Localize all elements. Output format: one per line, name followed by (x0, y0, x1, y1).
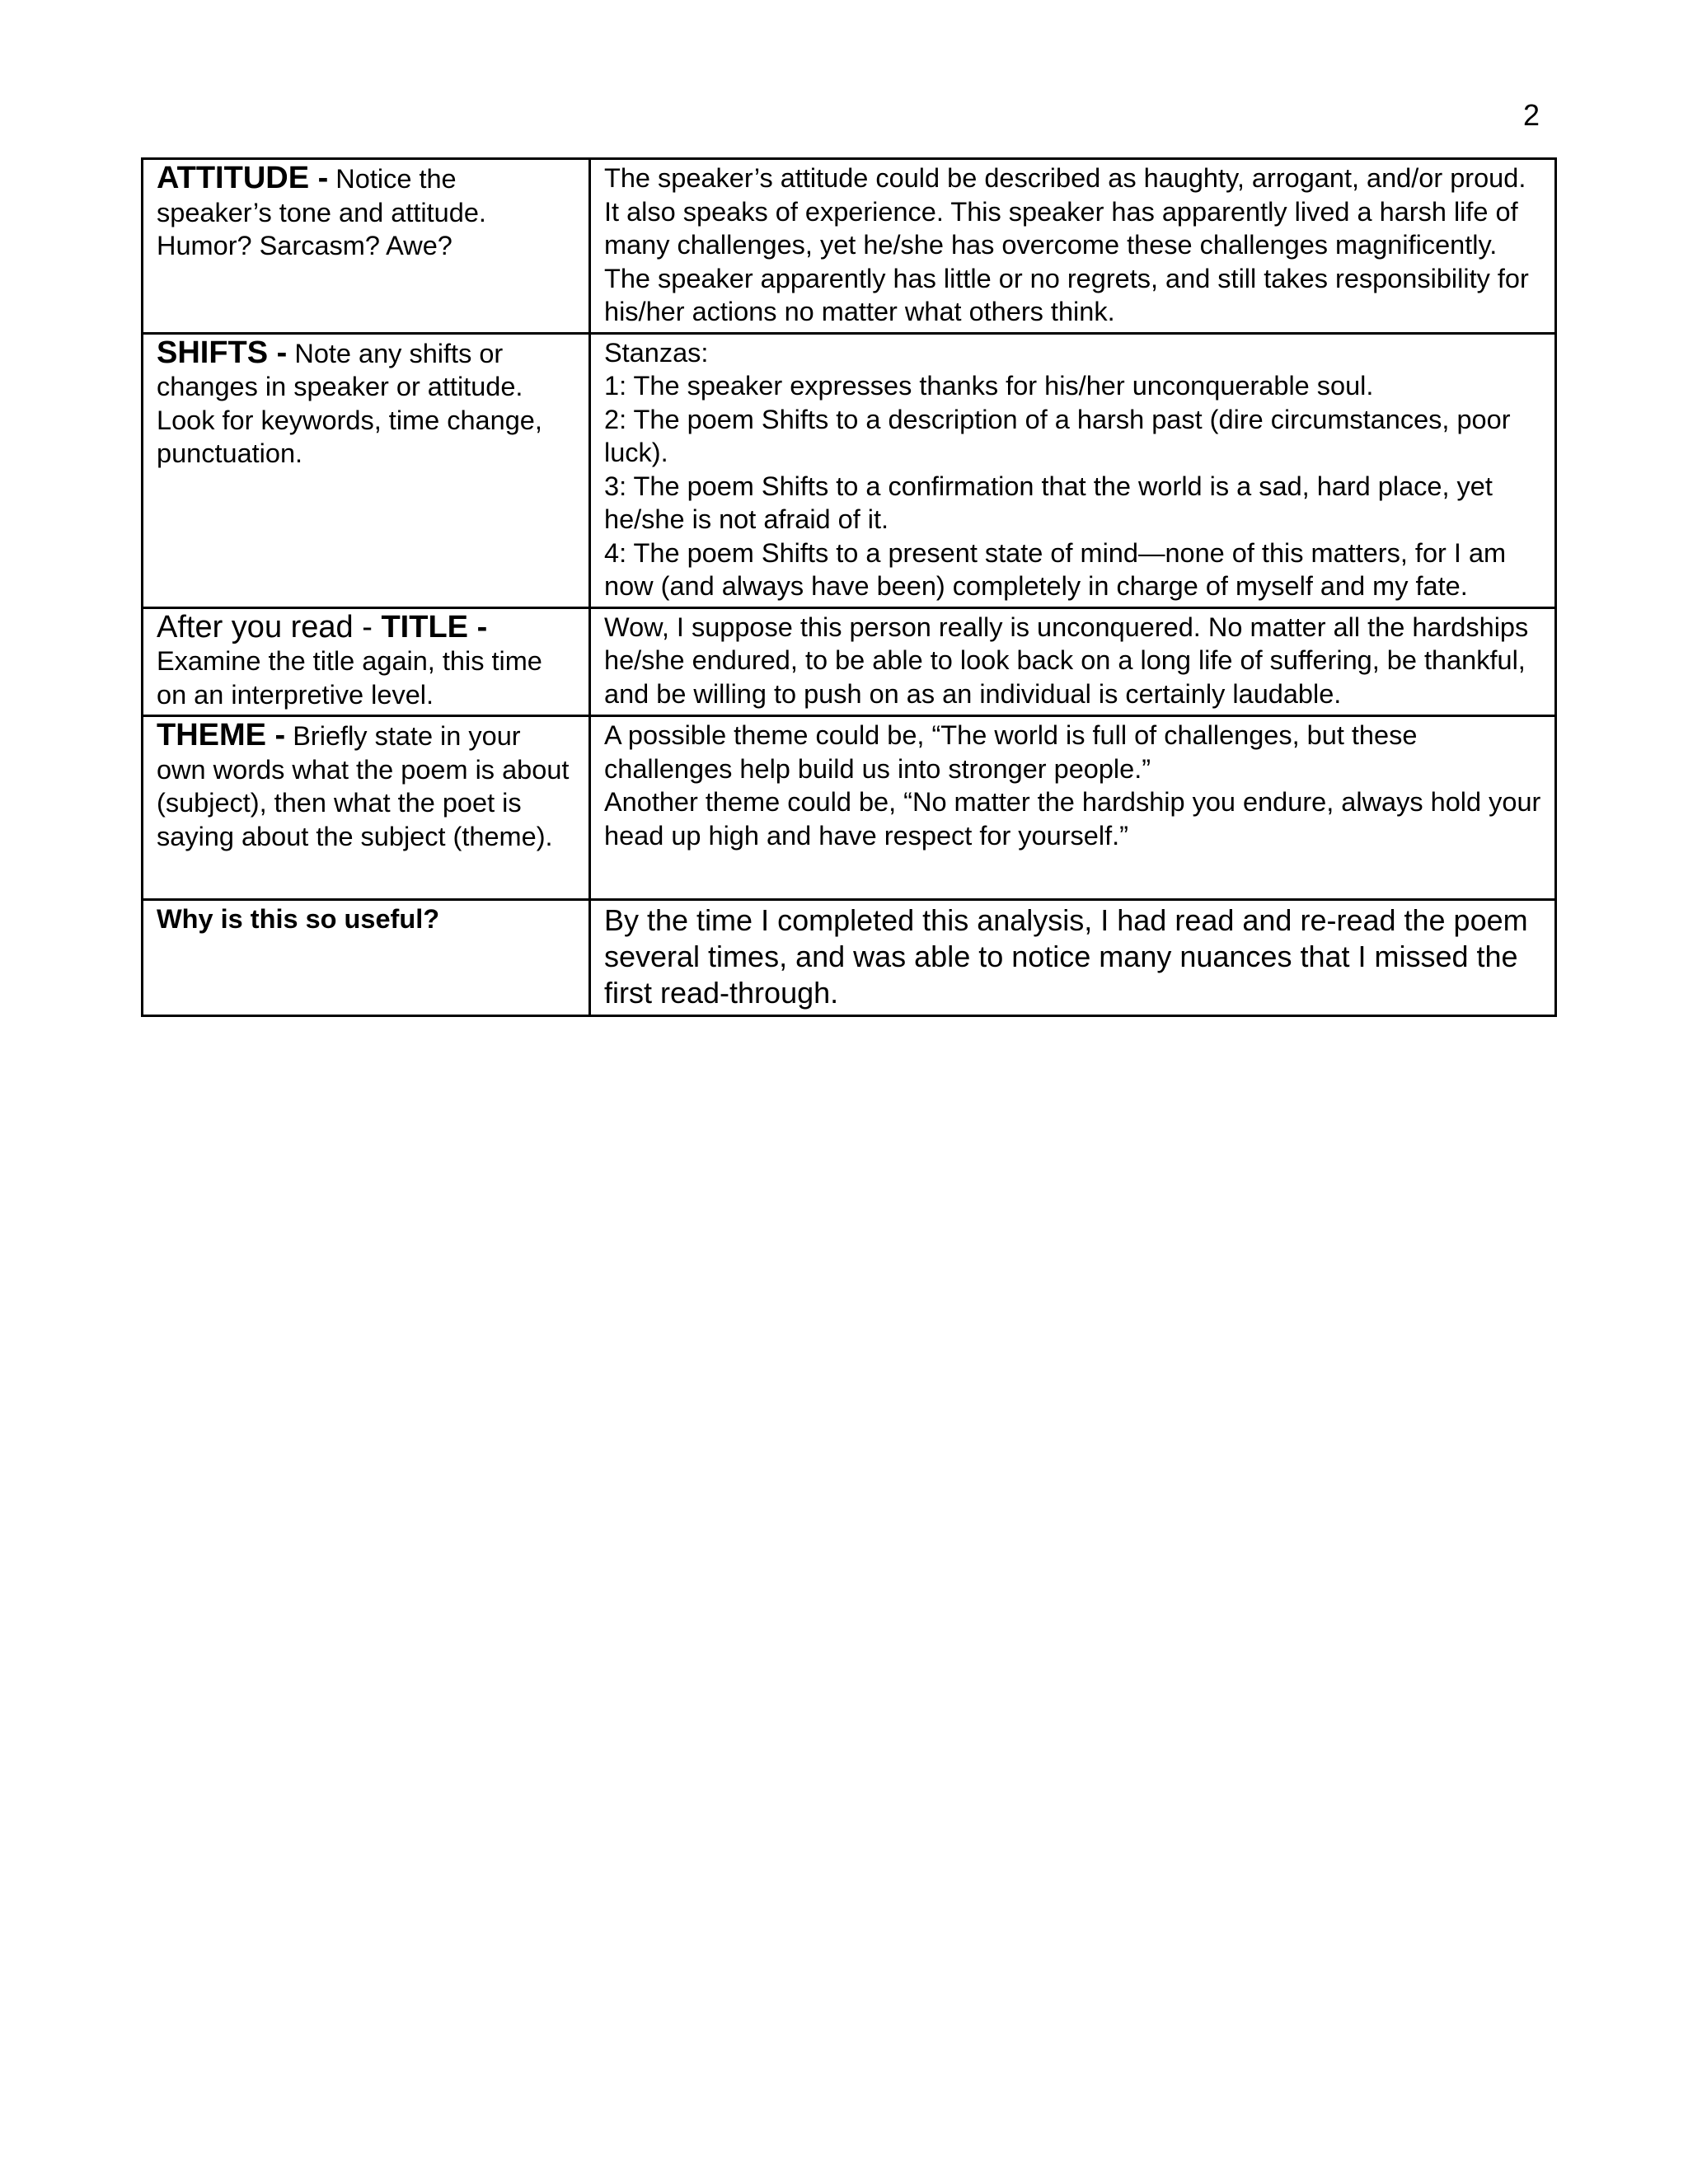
attitude-prompt: Notice the speaker’s tone and attitude. Humor? Sarcasm? Awe? (157, 164, 486, 260)
table-row-useful (143, 900, 1556, 1016)
poetry-analysis-table (141, 157, 1557, 1017)
theme-answer-cell (590, 716, 1556, 900)
theme-answer-line: Another theme could be, “No matter the hardship you endure, always hold your head up high and have respect for yourself.” (604, 787, 1541, 851)
useful-answer: By the time I completed this analysis, I had read and re-read the poem several times, and was able to notice many nuances that I missed the first read-through. (604, 903, 1528, 1010)
shifts-prompt: Note any shifts or changes in speaker or attitude. Look for keywords, time change, punctuation. (157, 338, 542, 468)
useful-prompt-cell (143, 900, 590, 1016)
table-row-attitude (143, 159, 1556, 334)
title-heading: TITLE - (381, 609, 488, 644)
attitude-answer-cell (590, 159, 1556, 334)
shifts-answer-line: 2: The poem Shifts to a description of a harsh past (dire circumstances, poor luck). (604, 404, 1511, 467)
title-answer-cell (590, 607, 1556, 716)
shifts-prompt-cell (143, 333, 590, 607)
table-row-shifts (143, 333, 1556, 607)
attitude-prompt-cell (143, 159, 590, 334)
title-prompt: Examine the title again, this time on an interpretive level. (157, 646, 542, 710)
theme-prompt: Briefly state in your own words what the poem is about (subject), then what the poet is saying about the subject (theme). (157, 721, 570, 851)
title-answer: Wow, I suppose this person really is unconquered. No matter all the hardships he/she endured, to be able to look back on a long life of suffering, be thankful, and be willing to push on as an individual is certainly laudable. (604, 612, 1529, 709)
title-lead: After you read - (157, 609, 382, 644)
table-row-theme (143, 716, 1556, 900)
theme-prompt-cell (143, 716, 590, 900)
theme-answer-line: A possible theme could be, “The world is full of challenges, but these challenges help build us into stronger people.” (604, 720, 1418, 784)
page-number: 2 (1522, 98, 1540, 132)
table-row-title (143, 607, 1556, 716)
useful-heading: Why is this so useful? (157, 904, 440, 934)
shifts-heading: SHIFTS - (157, 335, 288, 370)
shifts-answer-line: 4: The poem Shifts to a present state of mind—none of this matters, for I am now (and always have been) completely in charge of myself and my fate. (604, 537, 1507, 601)
useful-answer-cell (590, 900, 1556, 1016)
shifts-answer-line: 1: The speaker expresses thanks for his/her unconquerable soul. (604, 371, 1374, 401)
shifts-answer-cell (590, 333, 1556, 607)
title-prompt-cell (143, 607, 590, 716)
shifts-answer-line: 3: The poem Shifts to a confirmation that the world is a sad, hard place, yet he/she is not afraid of it. (604, 471, 1493, 534)
attitude-heading: ATTITUDE - (157, 161, 329, 195)
shifts-answer-line: Stanzas: (604, 337, 709, 368)
attitude-answer: The speaker’s attitude could be described as haughty, arrogant, and/or proud. It also speaks of experience. This speaker has apparently lived a harsh life of many challenges, yet he/she has overcome these challenges magnificently. The speaker apparently has little or no regrets, and still takes responsibility for his/her actions no matter what others think. (604, 163, 1529, 326)
theme-heading: THEME - (157, 718, 286, 752)
